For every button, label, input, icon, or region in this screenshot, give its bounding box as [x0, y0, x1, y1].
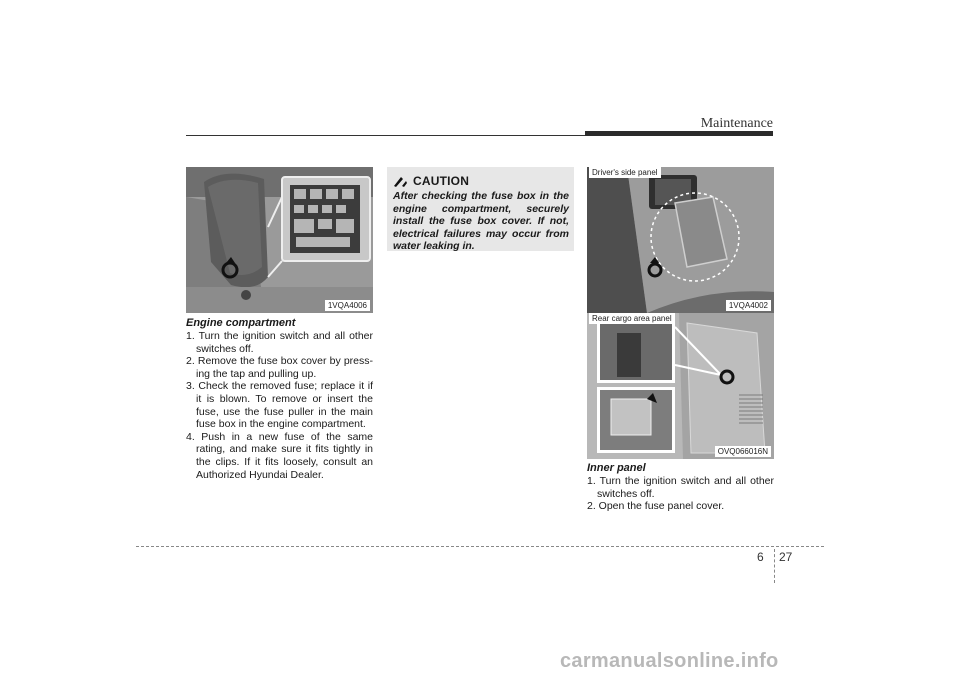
- engine-compartment-steps: [186, 330, 373, 481]
- photo-tag: Rear cargo area panel: [589, 313, 675, 324]
- photo-code: 1VQA4002: [726, 300, 771, 311]
- footer-rule: [136, 546, 824, 547]
- inner-panel-steps: [587, 475, 774, 513]
- page-number: 27: [779, 550, 793, 564]
- caution-icon: [393, 175, 407, 187]
- step-item: 4. Push in a new fuse of the same rating, and make sure it fits tightly in the clips. If it fits loosely, consult an Authorized Hyundai Dealer.: [186, 430, 373, 481]
- chapter-number: 6: [757, 550, 764, 564]
- step-item: 2. Remove the fuse box cover by press-ing the tap and pulling up.: [186, 355, 373, 380]
- watermark: carmanualsonline.info: [560, 650, 779, 672]
- caution-title: CAUTION: [413, 174, 470, 188]
- rear-cargo-panel-illustration: [587, 313, 774, 459]
- subheading-inner-panel: Inner panel: [587, 462, 646, 474]
- footer-divider: [774, 549, 775, 583]
- photo-tag: Driver's side panel: [589, 167, 661, 178]
- caution-header: [387, 167, 574, 188]
- engine-compartment-illustration: [186, 167, 373, 313]
- step-item: 3. Check the removed fuse; replace it if it is blown. To remove or insert the fuse, use the fuse puller in the main fuse box in the engine compartment.: [186, 380, 373, 431]
- caution-text: After checking the fuse box in the engine compartment, securely install the fuse box cover. If not, electrical failures may occur from water leaking in.: [393, 190, 569, 253]
- drivers-side-panel-illustration: [587, 167, 774, 313]
- drivers-side-panel-photo: [587, 167, 774, 313]
- photo-code: OVQ066016N: [715, 446, 771, 457]
- header-bar: [585, 131, 773, 136]
- photo-code: 1VQA4006: [325, 300, 370, 311]
- section-title: Maintenance: [700, 116, 773, 131]
- step-item: 1. Turn the ignition switch and all other switches off.: [587, 475, 774, 500]
- step-item: 1. Turn the ignition switch and all other switches off.: [186, 330, 373, 355]
- engine-compartment-photo: [186, 167, 373, 313]
- subheading-engine-compartment: Engine compartment: [186, 317, 296, 329]
- engine-compartment-section: [186, 317, 373, 481]
- inner-panel-section: [587, 462, 774, 513]
- step-item: 2. Open the fuse panel cover.: [587, 500, 725, 513]
- caution-box: [387, 167, 574, 251]
- rear-cargo-panel-photo: [587, 313, 774, 459]
